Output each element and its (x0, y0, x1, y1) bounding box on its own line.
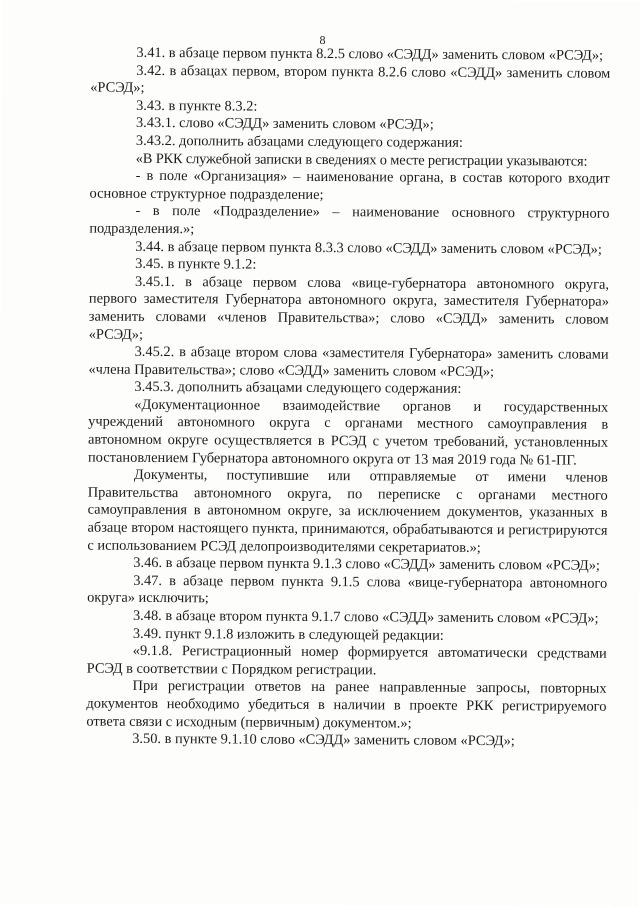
quoted-paragraph-documents: Документы, поступившие или отправляемые от имени членов Правительства автономного округа, по переписке с органами местного самоуправления в автономном округе, за исключением документов, указанных в абзаце втором настоящего пункта, принимаются, обрабатываются и регистрируются с использованием РСЭД делопроизводителями секретариатов.»; (87, 467, 608, 556)
document-body (86, 45, 610, 752)
paragraph-3-44: 3.44. в абзаце первом пункта 8.3.3 слово «СЭДД» заменить словом «РСЭД»; (135, 238, 602, 258)
quoted-paragraph-9-1-8: «9.1.8. Регистрационный номер формируется автоматически средствами РСЭД в соответствии с Порядком регистрации. (86, 643, 607, 679)
paragraph-3-41: 3.41. в абзаце первом пункта 8.2.5 слово «СЭДД» заменить словом «РСЭД»; (136, 44, 604, 64)
paragraph-3-42: 3.42. в абзацах первом, втором пункта 8.2.6 слово «СЭДД» заменить словом «РСЭД»; (90, 62, 611, 97)
paragraph-3-49: 3.49. пункт 9.1.8 изложить в следующей редакции: (132, 625, 444, 644)
paragraph-3-47: 3.47. в абзаце первом пункта 9.1.5 слова «вице-губернатора автономного округа» исключить; (87, 572, 608, 607)
paragraph-3-50: 3.50. в пункте 9.1.10 слово «СЭДД» заменить словом «РСЭД»; (132, 731, 515, 750)
paragraph-3-46: 3.46. в абзаце первом пункта 9.1.3 слово «СЭДД» заменить словом «РСЭД»; (133, 555, 600, 574)
quoted-paragraph-subdivision: - в поле «Подразделение» – наименование основного структурного подразделения.»; (89, 203, 610, 238)
page-number: 8 (319, 32, 326, 48)
paragraph-3-45: 3.45. в пункте 9.1.2: (135, 255, 257, 273)
paragraph-3-45-1: 3.45.1. в абзаце первом слова «вице-губернатора автономного округа, первого заместителя Губернатора автономного округа, заместителя Губернатора» заменить словами «членов Правительства»; слово «СЭДД» заменить словом «РСЭД»; (88, 273, 610, 343)
paragraph-3-45-2: 3.45.2. в абзаце втором слова «заместителя Губернатора» заменить словами «члена Правительства»; слово «СЭДД» заменить словом «РСЭД»; (88, 343, 609, 380)
paragraph-3-43-1: 3.43.1. слово «СЭДД» заменить словом «РСЭД»; (135, 115, 434, 134)
quoted-paragraph-responses: При регистрации ответов на ранее направленные запросы, повторных документов необходимо убедиться в наличии в проекте РКК регистрируемого ответа связи с исходным (первичным) документом.»; (86, 678, 607, 732)
quoted-paragraph-organization: - в поле «Организация» – наименование органа, в состав которого входит основное структурное подразделение; (89, 168, 610, 203)
quoted-paragraph-interaction: «Документационное взаимодействие органов и государственных учреждений автономного округа с органами местного самоуправления в автономном округе осуществляется в РСЭД с учетом требований, установленных постановлением Губернатора автономного округа от 13 мая 2019 года № 61-ПГ. (87, 396, 609, 469)
paragraph-3-43: 3.43. в пункте 8.3.2: (136, 97, 258, 115)
paragraph-3-43-2: 3.43.2. дополнить абзацами следующего содержания: (135, 132, 463, 151)
paragraph-3-45-3: 3.45.3. дополнить абзацами следующего содержания: (134, 379, 462, 398)
quoted-paragraph-rkk: «В РКК служебной записки в сведениях о месте регистрации указываются: (135, 150, 588, 170)
paragraph-3-48: 3.48. в абзаце втором пункта 9.1.7 слово «СЭДД» заменить словом «РСЭД»; (132, 607, 599, 627)
